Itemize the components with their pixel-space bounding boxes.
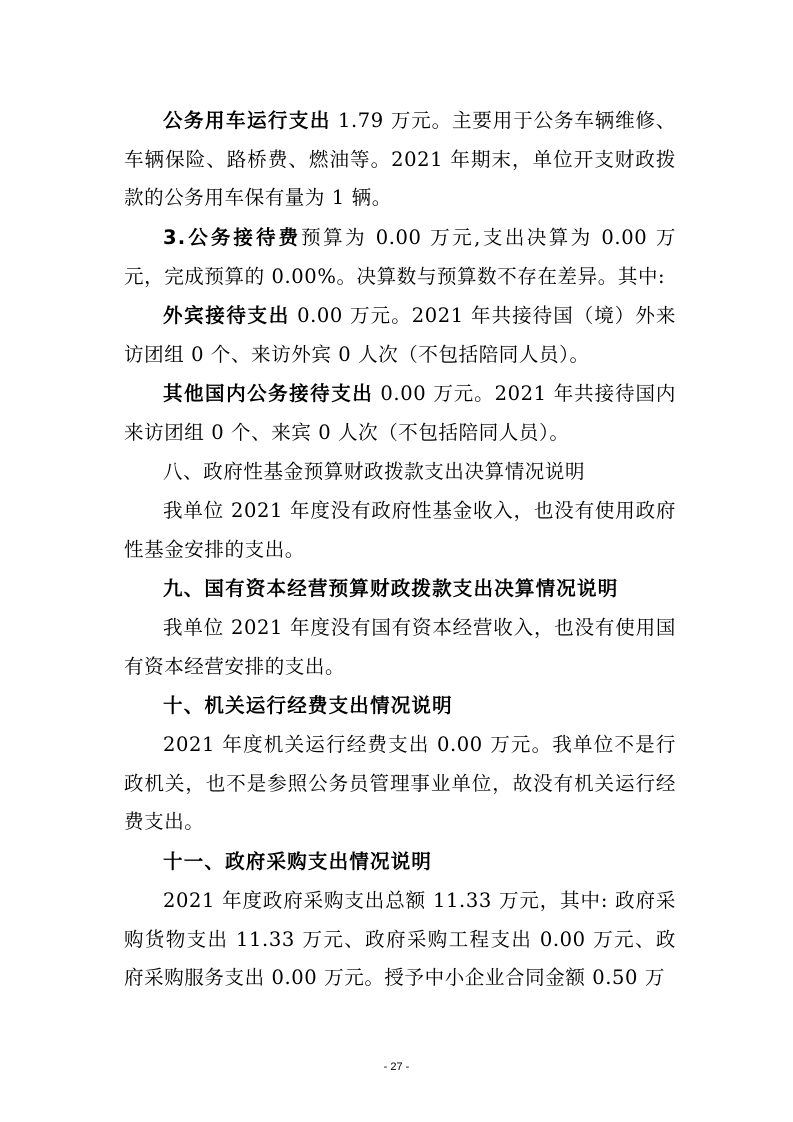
- section-heading-10: 十、机关运行经费支出情况说明: [163, 694, 453, 717]
- paragraph-domestic-reception: [124, 375, 676, 452]
- paragraph-lead: 外宾接待支出: [163, 304, 290, 327]
- paragraph-government-fund: 我单位 2021 年度没有政府性基金收入，也没有使用政府性基金安排的支出。: [124, 499, 676, 561]
- paragraph-lead: 公务用车运行支出: [163, 109, 331, 132]
- section-heading-11: 十一、政府采购支出情况说明: [163, 850, 433, 873]
- paragraph-text: 0.00 万元。2021 年共接待国（境）外来访团组 0 个、来访外宾 0 人次（不包括陪同人员）。: [124, 304, 676, 366]
- paragraph-text: 预算为 0.00 万元,支出决算为 0.00 万元，完成预算的 0.00%。决算数与预算数不存在差异。其中:: [124, 226, 676, 288]
- paragraph-reception-fee: [124, 219, 676, 296]
- paragraph-agency-operation: 2021 年度机关运行经费支出 0.00 万元。我单位不是行政机关，也不是参照公务员管理事业单位，故没有机关运行经费支出。: [124, 733, 676, 834]
- page-number: - 27 -: [383, 1061, 410, 1073]
- paragraph-lead: 3.公务接待费: [163, 226, 302, 249]
- section-heading-8: 八、政府性基金预算财政拨款支出决算情况说明: [163, 460, 586, 483]
- paragraph-government-procurement: 2021 年度政府采购支出总额 11.33 万元，其中: 政府采购货物支出 11.33 万元、政府采购工程支出 0.00 万元、政府采购服务支出 0.00 万元。授予中小企业合同金额 0.50 万: [124, 889, 676, 990]
- paragraph-official-vehicle-operation: [124, 102, 676, 218]
- paragraph-state-capital: 我单位 2021 年度没有国有资本经营收入，也没有使用国有资本经营安排的支出。: [124, 616, 676, 678]
- paragraph-text: 0.00 万元。2021 年共接待国内来访团组 0 个、来宾 0 人次（不包括陪同人员）。: [124, 382, 676, 444]
- section-heading-9: 九、国有资本经营预算财政拨款支出决算情况说明: [163, 577, 619, 600]
- paragraph-text: 1.79 万元。主要用于公务车辆维修、车辆保险、路桥费、燃油等。2021 年期末，单位开支财政拨款的公务用车保有量为 1 辆。: [124, 109, 676, 210]
- paragraph-foreign-reception: [124, 297, 676, 374]
- paragraph-lead: 其他国内公务接待支出: [163, 382, 374, 405]
